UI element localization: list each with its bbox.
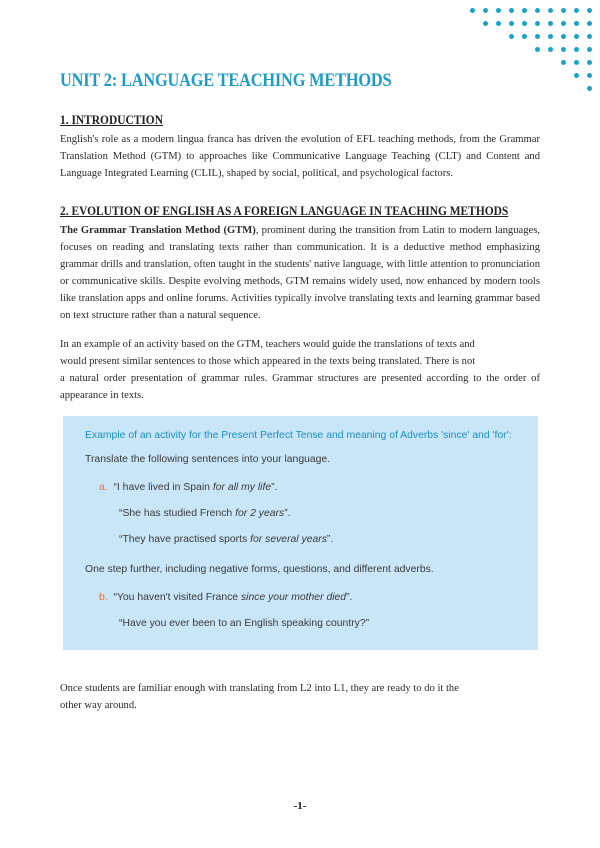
- sentence-a1-italic: for all my life: [212, 482, 272, 493]
- closing-line-1: Once students are familiar enough with translating from L2 into L1, they are ready to do it the: [60, 683, 459, 694]
- decorative-dot: [522, 34, 527, 39]
- decorative-dot: [574, 21, 579, 26]
- sentence-b1-italic: since your mother died: [240, 592, 347, 603]
- decorative-dot: [574, 60, 579, 65]
- decorative-dot: [496, 8, 501, 13]
- activity-title: Example of an activity for the Present Perfect Tense and meaning of Adverbs 'since' and 'for':: [85, 430, 512, 441]
- example-paragraph: [60, 336, 540, 404]
- activity-instruction: Translate the following sentences into your language.: [85, 454, 331, 465]
- introduction-text: English's role as a modern lingua franca has driven the evolution of EFL teaching methods, from the Grammar Translation Method (GTM) to approaches like Communicative Language Teaching (CLT) and Content and Language Integrated Learning (CLIL), shaped by social, political, and psychological factors.: [60, 134, 540, 179]
- decorative-dot-pattern: [470, 0, 600, 120]
- decorative-dot: [509, 34, 514, 39]
- item-letter-b: b.: [99, 592, 108, 603]
- sentence-a2-text: “She has studied French: [119, 508, 236, 519]
- closing-paragraph: [60, 680, 540, 714]
- evolution-heading: 2. EVOLUTION OF ENGLISH AS A FOREIGN LANGUAGE IN TEACHING METHODS: [60, 203, 509, 218]
- decorative-dot: [587, 73, 592, 78]
- decorative-dot: [470, 8, 475, 13]
- decorative-dot: [496, 21, 501, 26]
- decorative-dot: [548, 47, 553, 52]
- decorative-dot: [548, 34, 553, 39]
- decorative-dot: [561, 47, 566, 52]
- example-line-2: would present similar sentences to those which appeared in the texts being translated. There is not: [60, 356, 476, 367]
- sentence-a3-italic: for several years: [250, 534, 327, 545]
- unit-title: UNIT 2: LANGUAGE TEACHING METHODS: [60, 70, 392, 91]
- example-line-1: In an example of an activity based on the GTM, teachers would guide the translations of texts and: [60, 339, 475, 350]
- decorative-dot: [509, 8, 514, 13]
- evolution-text: [60, 222, 540, 324]
- decorative-dot: [548, 21, 553, 26]
- decorative-dot: [522, 8, 527, 13]
- decorative-dot: [561, 34, 566, 39]
- decorative-dot: [535, 8, 540, 13]
- decorative-dot: [574, 47, 579, 52]
- example-line-3: a natural order presentation of grammar rules. Grammar structures are presented according to the order of appearance in texts.: [60, 373, 540, 401]
- sentence-a1: [99, 482, 278, 493]
- gtm-description: , prominent during the transition from Latin to modern languages, focuses on reading and translating texts rather than communication. It is a deductive method emphasizing grammar drills and translation, often taught in the students' native language, with little attention to pronunciation or communicative skills. Despite evolving methods, GTM remains widely used, now enhanced by modern tools like translation apps and online forums. Activities typically involve translating texts and learning grammar based on text structure rather than a natural sequence.: [60, 225, 540, 321]
- sentence-a2-end: ”.: [284, 508, 291, 519]
- decorative-dot: [587, 21, 592, 26]
- gtm-bold-lead: The Grammar Translation Method (GTM): [60, 225, 256, 236]
- decorative-dot: [574, 34, 579, 39]
- evolution-section: [60, 203, 540, 324]
- decorative-dot: [535, 47, 540, 52]
- decorative-dot: [535, 34, 540, 39]
- page-number: -1-: [293, 800, 307, 812]
- decorative-dot: [587, 8, 592, 13]
- sentence-a3-text: “They have practised sports: [119, 534, 251, 545]
- decorative-dot: [587, 34, 592, 39]
- decorative-dot: [587, 86, 592, 91]
- decorative-dot: [574, 8, 579, 13]
- activity-example-box: [63, 416, 538, 650]
- introduction-heading: 1. INTRODUCTION: [60, 112, 163, 127]
- decorative-dot: [535, 21, 540, 26]
- sentence-a3-end: ”.: [326, 534, 334, 545]
- decorative-dot: [587, 47, 592, 52]
- item-letter-a: a.: [99, 482, 108, 493]
- decorative-dot: [483, 21, 488, 26]
- sentence-b1: [99, 592, 352, 603]
- sentence-a2-italic: for 2 years: [235, 508, 285, 519]
- sentence-a1-text: “I have lived in Spain: [113, 482, 213, 493]
- decorative-dot: [561, 21, 566, 26]
- decorative-dot: [483, 8, 488, 13]
- one-step-further: One step further, including negative forms, questions, and different adverbs.: [85, 564, 434, 575]
- decorative-dot: [522, 21, 527, 26]
- sentence-b1-text: “You haven't visited France: [113, 592, 241, 603]
- decorative-dot: [509, 21, 514, 26]
- closing-line-2: other way around.: [60, 700, 137, 711]
- decorative-dot: [548, 8, 553, 13]
- introduction-section: [60, 112, 540, 182]
- sentence-a1-end: ”.: [271, 482, 278, 493]
- decorative-dot: [561, 60, 566, 65]
- decorative-dot: [574, 73, 579, 78]
- decorative-dot: [561, 8, 566, 13]
- sentence-a3: [119, 534, 333, 545]
- sentence-a2: [119, 508, 291, 519]
- sentence-b2: “Have you ever been to an English speaking country?”: [119, 618, 370, 629]
- decorative-dot: [587, 60, 592, 65]
- sentence-b1-end: ”.: [346, 592, 353, 603]
